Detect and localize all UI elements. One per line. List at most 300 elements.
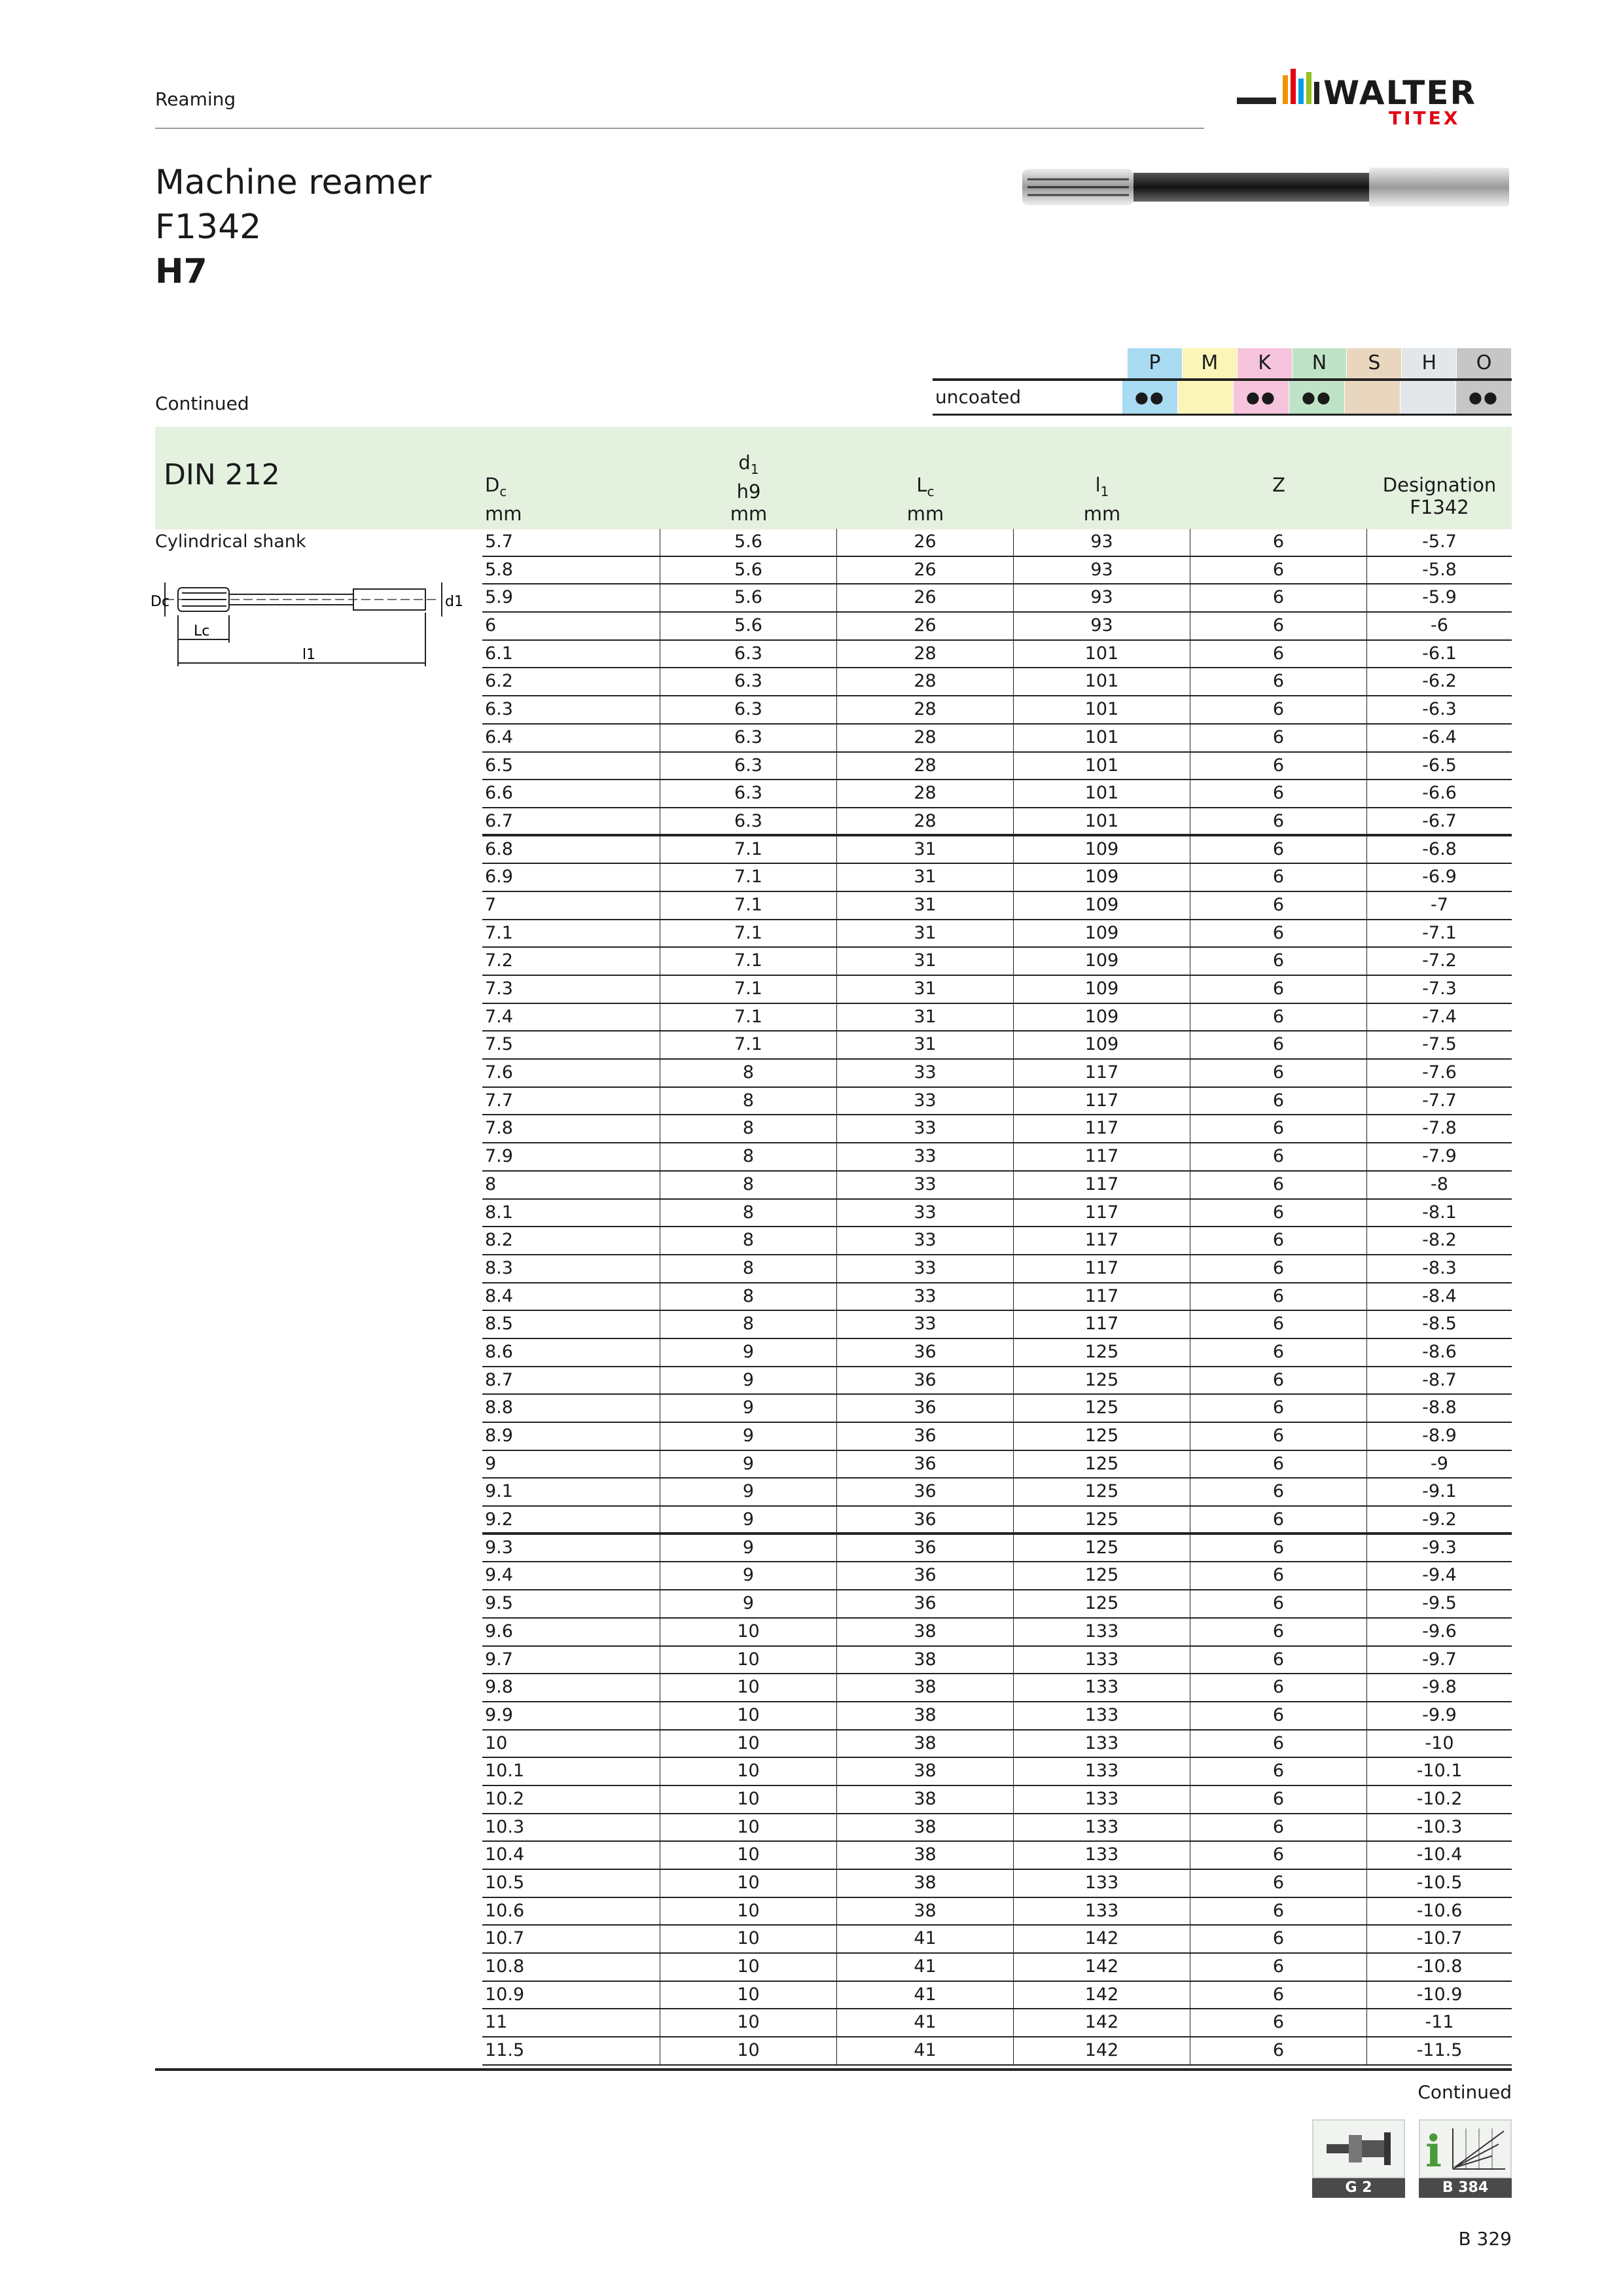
table-cell: -8.6: [1422, 1341, 1457, 1362]
table-cell: 6: [1190, 1200, 1367, 1227]
table-cell: 6.1: [482, 641, 660, 668]
table-cell: 36: [837, 1590, 1014, 1617]
table-cell: 31: [837, 1004, 1014, 1031]
table-row: [482, 584, 1512, 613]
table-cell: 6: [1190, 613, 1367, 639]
table-cell: 6: [1190, 557, 1367, 584]
table-cell: 6.9: [482, 864, 660, 891]
table-row: [482, 1088, 1512, 1116]
table-cell: 101: [1014, 668, 1190, 695]
table-cell: 33: [837, 1283, 1014, 1310]
table-cell: 101: [1014, 808, 1190, 834]
reference-b384[interactable]: [1419, 2119, 1512, 2198]
svg-text:i: i: [1425, 2126, 1442, 2177]
table-cell: 117: [1014, 1088, 1190, 1115]
table-cell: 10.7: [482, 1926, 660, 1952]
table-cell: 7.7: [482, 1088, 660, 1115]
table-cell: 133: [1014, 1619, 1190, 1645]
table-cell: -9.9: [1422, 1704, 1457, 1725]
table-cell: 6: [1190, 1172, 1367, 1198]
material-group-s: S: [1347, 348, 1401, 378]
svg-text:TITEX: TITEX: [1389, 107, 1461, 129]
table-cell: 5.8: [482, 557, 660, 584]
material-rating-n: ●●: [1289, 381, 1344, 414]
table-row: [482, 1227, 1512, 1255]
table-cell: 7.3: [482, 976, 660, 1003]
table-cell: 133: [1014, 1731, 1190, 1757]
table-cell: 8: [660, 1060, 837, 1086]
table-cell: -6.9: [1422, 867, 1457, 888]
table-cell: 8.5: [482, 1311, 660, 1338]
table-cell: 7.1: [660, 1004, 837, 1031]
column-header-1: $d_1$ h9 mm: [730, 452, 768, 525]
table-cell: 5.6: [660, 557, 837, 584]
table-row: [482, 1172, 1512, 1200]
table-cell: 133: [1014, 1870, 1190, 1897]
table-row: [482, 1423, 1512, 1451]
material-group-m: M: [1183, 348, 1237, 378]
table-cell: -7.8: [1422, 1118, 1457, 1139]
table-cell: 9: [660, 1535, 837, 1562]
table-cell: 6: [1190, 1758, 1367, 1785]
table-cell: 8.3: [482, 1255, 660, 1282]
table-cell: 6: [1190, 1954, 1367, 1981]
table-cell: 7.1: [660, 920, 837, 947]
table-cell: 125: [1014, 1507, 1190, 1532]
table-cell: 6: [1190, 1143, 1367, 1170]
table-cell: -9.2: [1422, 1509, 1457, 1530]
table-cell: 6.3: [482, 696, 660, 723]
din-standard: DIN 212: [164, 458, 280, 492]
title-tolerance: H7: [155, 252, 207, 291]
table-row: [482, 1898, 1512, 1926]
table-cell: 6: [1190, 1647, 1367, 1674]
table-cell: 133: [1014, 1674, 1190, 1701]
table-cell: 6: [1190, 976, 1367, 1003]
table-cell: 109: [1014, 976, 1190, 1003]
table-cell: 5.6: [660, 613, 837, 639]
table-cell: 41: [837, 1954, 1014, 1981]
table-cell: 6.2: [482, 668, 660, 695]
table-row: [482, 1031, 1512, 1060]
reference-b384-label: B 384: [1419, 2178, 1512, 2198]
table-cell: 10: [660, 1758, 837, 1785]
column-header-2: $L_c$ mm: [906, 474, 944, 525]
table-cell: 36: [837, 1535, 1014, 1562]
table-cell: 142: [1014, 1926, 1190, 1952]
table-cell: 31: [837, 920, 1014, 947]
table-cell: 6.5: [482, 753, 660, 780]
table-cell: 6: [1190, 2037, 1367, 2064]
table-cell: 38: [837, 1674, 1014, 1701]
dc-dimension-label: Dc: [151, 594, 170, 610]
table-cell: 6.7: [482, 808, 660, 834]
table-cell: 117: [1014, 1311, 1190, 1338]
table-cell: 93: [1014, 584, 1190, 611]
table-cell: 6: [1190, 584, 1367, 611]
table-cell: 9: [660, 1423, 837, 1450]
table-cell: 41: [837, 1982, 1014, 2009]
table-cell: 10.5: [482, 1870, 660, 1897]
table-cell: 31: [837, 1031, 1014, 1058]
table-cell: -7.6: [1422, 1062, 1457, 1083]
table-cell: -11: [1425, 2012, 1454, 2033]
table-cell: 8.1: [482, 1200, 660, 1227]
table-cell: 9.6: [482, 1619, 660, 1645]
table-cell: -9.5: [1422, 1593, 1457, 1614]
table-cell: 6: [1190, 1590, 1367, 1617]
table-row: [482, 1060, 1512, 1088]
table-cell: -10.7: [1416, 1928, 1463, 1949]
table-cell: -6.2: [1422, 671, 1457, 692]
table-cell: -9.8: [1422, 1677, 1457, 1698]
material-rating-o: ●●: [1456, 381, 1511, 414]
table-cell: 6.3: [660, 753, 837, 780]
table-cell: 6: [1190, 1619, 1367, 1645]
info-chart-icon: [1419, 2119, 1512, 2178]
table-cell: 133: [1014, 1898, 1190, 1925]
table-cell: 31: [837, 864, 1014, 891]
table-cell: 117: [1014, 1255, 1190, 1282]
table-cell: 28: [837, 641, 1014, 668]
table-cell: -7.7: [1422, 1090, 1457, 1111]
table-cell: -6.5: [1422, 755, 1457, 776]
table-cell: 117: [1014, 1143, 1190, 1170]
table-cell: 6: [1190, 1031, 1367, 1058]
table-cell: 6: [1190, 1870, 1367, 1897]
table-cell: 8: [660, 1311, 837, 1338]
table-cell: 10: [660, 1898, 837, 1925]
table-cell: 133: [1014, 1786, 1190, 1813]
table-row: [482, 641, 1512, 669]
table-cell: 125: [1014, 1479, 1190, 1505]
table-cell: 8.9: [482, 1423, 660, 1450]
table-row: [482, 1647, 1512, 1675]
table-cell: -9.6: [1422, 1621, 1457, 1641]
table-cell: 8: [660, 1283, 837, 1310]
table-cell: 93: [1014, 613, 1190, 639]
table-cell: 9: [660, 1479, 837, 1505]
table-cell: 125: [1014, 1423, 1190, 1450]
table-cell: -9.1: [1422, 1481, 1457, 1502]
table-cell: 6.6: [482, 780, 660, 807]
table-cell: 109: [1014, 864, 1190, 891]
table-cell: 9: [660, 1507, 837, 1532]
table-cell: 125: [1014, 1367, 1190, 1394]
header-divider: [155, 128, 1204, 129]
table-cell: 8.6: [482, 1339, 660, 1366]
table-cell: -9.3: [1422, 1537, 1457, 1558]
table-row: [482, 1395, 1512, 1423]
table-cell: 26: [837, 529, 1014, 556]
table-cell: -5.8: [1422, 559, 1457, 580]
table-cell: 6: [1190, 1395, 1367, 1422]
table-cell: 6: [1190, 1898, 1367, 1925]
table-cell: 125: [1014, 1395, 1190, 1422]
table-cell: -8.3: [1422, 1257, 1457, 1278]
table-cell: 109: [1014, 920, 1190, 947]
table-cell: 10: [660, 1954, 837, 1981]
table-cell: 109: [1014, 836, 1190, 863]
table-cell: 10: [660, 1982, 837, 2009]
table-cell: -10.1: [1416, 1761, 1463, 1782]
table-cell: 6: [1190, 1926, 1367, 1952]
table-cell: 133: [1014, 1702, 1190, 1729]
coating-label: uncoated: [935, 386, 1022, 408]
table-cell: 7.6: [482, 1060, 660, 1086]
table-cell: 10: [660, 1731, 837, 1757]
table-cell: -8.8: [1422, 1397, 1457, 1418]
table-cell: 38: [837, 1702, 1014, 1729]
toolholder-icon: [1312, 2119, 1405, 2178]
table-row: [482, 1451, 1512, 1479]
table-cell: 6: [1190, 1227, 1367, 1254]
table-cell: -6.3: [1422, 699, 1457, 720]
table-cell: 8: [660, 1115, 837, 1142]
table-cell: 10.2: [482, 1786, 660, 1813]
table-cell: 10: [660, 2037, 837, 2064]
table-cell: 6: [1190, 1562, 1367, 1589]
material-suitability-table: [933, 348, 1512, 416]
table-row: [482, 1507, 1512, 1535]
table-cell: 41: [837, 2037, 1014, 2064]
table-cell: 33: [837, 1227, 1014, 1254]
table-row: [482, 864, 1512, 892]
table-cell: -10.2: [1416, 1788, 1463, 1809]
table-cell: 117: [1014, 1283, 1190, 1310]
table-row: [482, 1786, 1512, 1814]
table-cell: 6: [1190, 1004, 1367, 1031]
table-cell: 10: [660, 1647, 837, 1674]
table-cell: 10: [660, 2009, 837, 2036]
table-cell: 93: [1014, 557, 1190, 584]
table-cell: 8: [482, 1172, 660, 1198]
table-cell: 6: [1190, 1115, 1367, 1142]
table-cell: 38: [837, 1814, 1014, 1841]
table-row: [482, 557, 1512, 585]
table-cell: 6.3: [660, 668, 837, 695]
material-group-n: N: [1293, 348, 1347, 378]
table-cell: 10.4: [482, 1842, 660, 1869]
table-row: [482, 1200, 1512, 1228]
table-cell: 36: [837, 1451, 1014, 1478]
table-cell: 6: [1190, 1451, 1367, 1478]
table-cell: 26: [837, 613, 1014, 639]
table-cell: 6: [1190, 1060, 1367, 1086]
table-row: [482, 1758, 1512, 1786]
table-cell: -11.5: [1416, 2040, 1463, 2061]
table-cell: 38: [837, 1731, 1014, 1757]
table-row: [482, 1339, 1512, 1367]
table-cell: 9: [660, 1367, 837, 1394]
table-cell: 117: [1014, 1200, 1190, 1227]
coating-row: [933, 378, 1512, 416]
table-cell: 8: [660, 1143, 837, 1170]
table-cell: 6: [1190, 1674, 1367, 1701]
dimensions-table-body: [482, 529, 1512, 2066]
table-cell: 9.8: [482, 1674, 660, 1701]
table-cell: 11: [482, 2009, 660, 2036]
table-row: [482, 1870, 1512, 1898]
table-cell: 8: [660, 1172, 837, 1198]
table-cell: 142: [1014, 1954, 1190, 1981]
table-cell: 28: [837, 780, 1014, 807]
table-cell: 6: [1190, 1367, 1367, 1394]
table-cell: 5.9: [482, 584, 660, 611]
table-cell: -6.4: [1422, 726, 1457, 747]
l1-dimension-label: l1: [302, 647, 316, 663]
table-cell: 10: [482, 1731, 660, 1757]
table-cell: 109: [1014, 892, 1190, 919]
table-cell: 6: [1190, 1814, 1367, 1841]
table-cell: 9.4: [482, 1562, 660, 1589]
table-cell: 8: [660, 1088, 837, 1115]
table-cell: 101: [1014, 753, 1190, 780]
table-cell: 6: [1190, 1255, 1367, 1282]
table-row: [482, 1562, 1512, 1590]
table-cell: 8: [660, 1200, 837, 1227]
table-row: [482, 725, 1512, 753]
product-title: [155, 160, 431, 294]
table-cell: 6: [1190, 1982, 1367, 2009]
table-cell: 38: [837, 1786, 1014, 1813]
table-cell: 6: [1190, 641, 1367, 668]
table-cell: -9: [1431, 1453, 1448, 1474]
table-cell: 133: [1014, 1758, 1190, 1785]
reference-g2[interactable]: [1312, 2119, 1405, 2198]
section-label: Reaming: [155, 88, 236, 110]
table-cell: -10.5: [1416, 1873, 1463, 1893]
table-cell: 41: [837, 1926, 1014, 1952]
shank-type-label: Cylindrical shank: [155, 531, 306, 552]
walter-titex-logo: [1237, 62, 1512, 134]
table-row: [482, 2037, 1512, 2066]
column-header-4: Z: [1272, 474, 1285, 496]
table-cell: 8.7: [482, 1367, 660, 1394]
table-cell: 125: [1014, 1339, 1190, 1366]
table-row: [482, 696, 1512, 725]
table-cell: 10.1: [482, 1758, 660, 1785]
table-cell: 7.2: [482, 948, 660, 975]
table-cell: -8.2: [1422, 1230, 1457, 1251]
table-cell: 9: [660, 1395, 837, 1422]
table-cell: 38: [837, 1619, 1014, 1645]
table-cell: 31: [837, 976, 1014, 1003]
table-bottom-rule: [155, 2068, 1512, 2071]
table-cell: -7.3: [1422, 978, 1457, 999]
table-row: [482, 668, 1512, 696]
table-cell: 10: [660, 1674, 837, 1701]
table-cell: 6: [1190, 1423, 1367, 1450]
table-cell: 10: [660, 1619, 837, 1645]
table-cell: 36: [837, 1479, 1014, 1505]
table-row: [482, 1590, 1512, 1619]
lc-dimension-label: Lc: [194, 623, 210, 639]
table-cell: 33: [837, 1255, 1014, 1282]
table-cell: 7.8: [482, 1115, 660, 1142]
continued-note-bottom: Continued: [1418, 2081, 1512, 2103]
table-cell: -9.7: [1422, 1649, 1457, 1670]
material-rating-k: ●●: [1234, 381, 1289, 414]
table-row: [482, 1926, 1512, 1954]
table-cell: 38: [837, 1647, 1014, 1674]
table-cell: 142: [1014, 1982, 1190, 2009]
table-cell: 33: [837, 1088, 1014, 1115]
continued-note-top: Continued: [155, 393, 249, 414]
table-cell: 10.6: [482, 1898, 660, 1925]
table-cell: 6.4: [482, 725, 660, 751]
table-cell: 125: [1014, 1535, 1190, 1562]
column-header-5: Designation F1342: [1382, 474, 1497, 518]
table-cell: 109: [1014, 1004, 1190, 1031]
table-cell: 7.1: [660, 836, 837, 863]
table-row: [482, 836, 1512, 865]
table-cell: 7.1: [660, 1031, 837, 1058]
table-cell: 7: [482, 892, 660, 919]
material-group-k: K: [1238, 348, 1292, 378]
table-cell: 133: [1014, 1842, 1190, 1869]
table-cell: 125: [1014, 1562, 1190, 1589]
table-cell: 6: [1190, 668, 1367, 695]
table-cell: -6.6: [1422, 783, 1457, 804]
reamer-photo: [1021, 164, 1512, 211]
table-cell: 26: [837, 584, 1014, 611]
table-cell: 38: [837, 1898, 1014, 1925]
table-cell: 142: [1014, 2037, 1190, 2064]
table-cell: -8.7: [1422, 1369, 1457, 1390]
table-cell: 7.1: [660, 976, 837, 1003]
table-row: [482, 1982, 1512, 2010]
table-cell: 28: [837, 668, 1014, 695]
table-cell: 6: [1190, 1702, 1367, 1729]
material-rating-p: ●●: [1122, 381, 1177, 414]
table-cell: 133: [1014, 1814, 1190, 1841]
table-cell: 9.2: [482, 1507, 660, 1532]
table-cell: -7.4: [1422, 1006, 1457, 1027]
table-cell: 31: [837, 948, 1014, 975]
table-row: [482, 1255, 1512, 1283]
table-cell: 10.3: [482, 1814, 660, 1841]
table-cell: -10.9: [1416, 1984, 1463, 2005]
material-group-h: H: [1402, 348, 1456, 378]
table-cell: -6.8: [1422, 838, 1457, 859]
table-cell: 9: [660, 1562, 837, 1589]
column-header-0: $D_c$ mm: [485, 474, 522, 525]
table-cell: 8.8: [482, 1395, 660, 1422]
table-cell: 10: [660, 1926, 837, 1952]
table-row: [482, 808, 1512, 836]
table-cell: 9.1: [482, 1479, 660, 1505]
table-cell: 10: [660, 1786, 837, 1813]
table-cell: 9.9: [482, 1702, 660, 1729]
table-row: [482, 1535, 1512, 1563]
table-cell: 6: [1190, 1535, 1367, 1562]
table-cell: 9.7: [482, 1647, 660, 1674]
table-cell: 6: [1190, 1731, 1367, 1757]
table-row: [482, 1479, 1512, 1507]
table-cell: 11.5: [482, 2037, 660, 2064]
table-cell: 6: [1190, 2009, 1367, 2036]
table-cell: 38: [837, 1870, 1014, 1897]
table-cell: 93: [1014, 529, 1190, 556]
table-cell: 7.5: [482, 1031, 660, 1058]
table-cell: 36: [837, 1562, 1014, 1589]
table-cell: 9.5: [482, 1590, 660, 1617]
table-cell: 6.3: [660, 696, 837, 723]
table-cell: 6.3: [660, 780, 837, 807]
table-cell: 125: [1014, 1451, 1190, 1478]
table-cell: 9: [660, 1451, 837, 1478]
